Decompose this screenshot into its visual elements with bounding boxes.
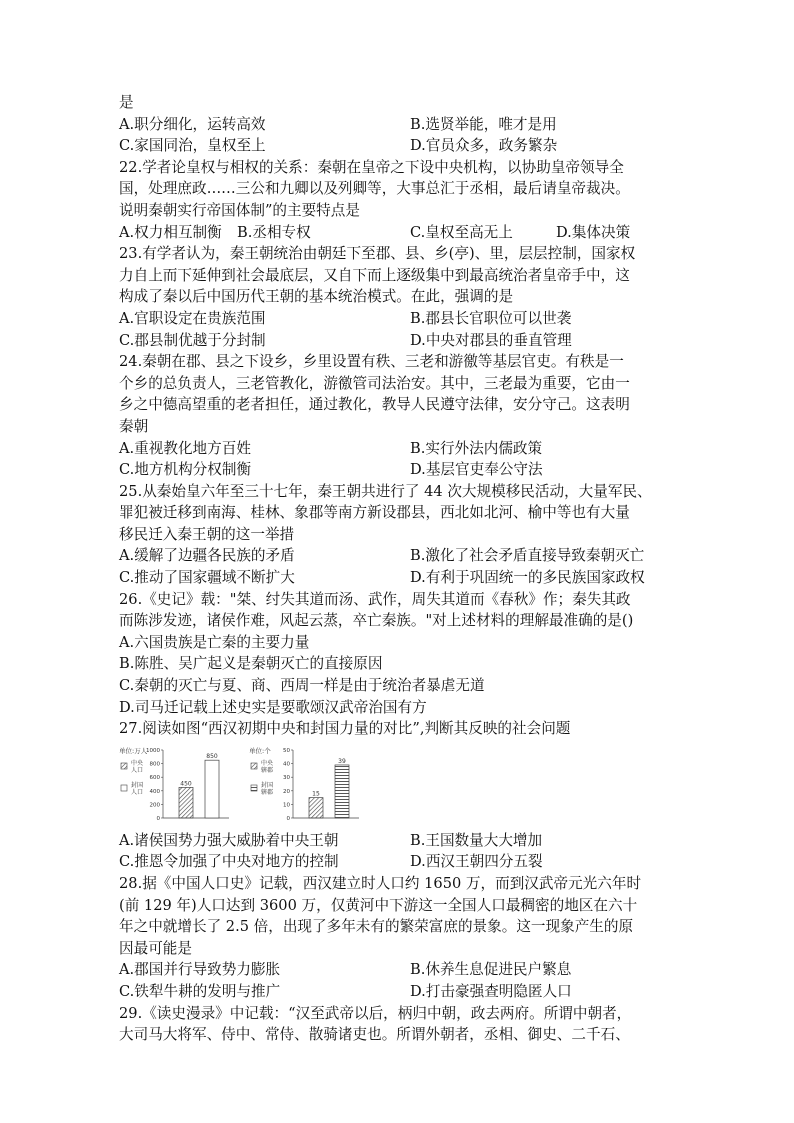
q23-option-b[interactable]: B.郡县长官职位可以世袭 xyxy=(410,309,572,327)
unit-label: 单位:个 xyxy=(249,746,271,755)
q24-options-row-1 xyxy=(119,438,684,460)
exam-page xyxy=(119,92,684,1046)
legend-swatch-fief xyxy=(121,785,127,791)
legend-central-b: 辖郡 xyxy=(260,766,274,774)
q29-stem: 大司马大将军、侍中、常侍、散骑诸吏也。所谓外朝者，丞相、御史、二千石、 xyxy=(119,1026,630,1044)
q24-stem: 24.秦朝在郡、县之下设乡，乡里设置有秩、三老和游徼等基层官吏。有秩是一 xyxy=(119,353,624,371)
q28-options-row-2 xyxy=(119,981,684,1003)
legend-swatch-central xyxy=(251,763,257,769)
q22-stem: 22.学者论皇权与相权的关系：秦朝在皇帝之下设中央机构，以协助皇帝领导全 xyxy=(119,158,624,176)
y-tick-label: 0 xyxy=(286,815,290,822)
q26-option-a[interactable]: A.六国贵族是亡秦的主要力量 xyxy=(119,633,310,651)
q27-option-b[interactable]: B.王国数量大大增加 xyxy=(410,831,543,849)
q21-options-row-2 xyxy=(119,135,684,157)
q23-option-a[interactable]: A.官职设定在贵族范围 xyxy=(119,309,266,327)
q25-stem: 移民迁入秦王朝的这一举措 xyxy=(119,525,295,543)
q25-option-c[interactable]: C.推动了国家疆域不断扩大 xyxy=(119,569,295,587)
q25-option-b[interactable]: B.激化了社会矛盾直接导致秦朝灭亡 xyxy=(410,547,645,565)
bar-封国辖郡 xyxy=(335,765,349,818)
q27-figure xyxy=(119,744,684,828)
q27-option-d[interactable]: D.西汉王朝四分五裂 xyxy=(410,853,543,871)
q26-option-b[interactable]: B.陈胜、吴广起义是秦朝灭亡的直接原因 xyxy=(119,655,383,673)
legend-central-a: 中央 xyxy=(260,759,274,767)
q27-stem: 27.阅读如图“西汉初期中央和封国力量的对比”,判断其反映的社会问题 xyxy=(119,720,571,738)
q22-option-d[interactable]: D.集体决策 xyxy=(556,223,631,241)
y-tick-label: 800 xyxy=(149,761,160,768)
legend-fief-b: 辖郡 xyxy=(260,788,274,796)
y-tick-label: 50 xyxy=(283,747,290,754)
q28-option-c[interactable]: C.铁犁牛耕的发明与推广 xyxy=(119,982,281,1000)
y-tick-label: 10 xyxy=(283,802,290,809)
q27-options-row-2 xyxy=(119,851,684,873)
bar-value-label: 15 xyxy=(312,790,320,798)
y-tick-label: 0 xyxy=(156,815,160,822)
q21-option-d[interactable]: D.官员众多，政务繁杂 xyxy=(410,137,558,155)
legend-fief-a: 封国 xyxy=(130,781,144,789)
y-tick-label: 200 xyxy=(149,802,160,809)
legend-central-a: 中央 xyxy=(130,759,144,767)
q28-stem: 年之中就增长了 2.5 倍，出现了多年未有的繁荣富庶的景象。这一现象产生的原 xyxy=(119,918,634,936)
population-chart xyxy=(119,744,231,835)
legend-swatch-central xyxy=(121,763,127,769)
bar-中央辖郡 xyxy=(309,797,323,817)
q29-stem: 29.《读史漫录》中记载：“汉至武帝以后，柄归中朝，政去两府。所谓中朝者， xyxy=(119,1004,632,1022)
y-tick-label: 30 xyxy=(283,775,290,782)
q28-stem: 因最可能是 xyxy=(119,939,192,957)
q25-stem: 罪犯被迁移到南海、桂林、象郡等南方新设郡县，西北如北河、榆中等也有大量 xyxy=(119,504,630,522)
q25-stem: 25.从秦始皇六年至三十七年，秦王朝共进行了 44 次大规模移民活动，大量军民、 xyxy=(119,482,652,500)
q26-option-d[interactable]: D.司马迁记载上述史实是要歌颂汉武帝治国有方 xyxy=(119,698,427,716)
q28-options-row-1 xyxy=(119,959,684,981)
q27-options-row-1 xyxy=(119,830,684,852)
q21-option-a[interactable]: A.职分细化，运转高效 xyxy=(119,115,266,133)
q28-option-b[interactable]: B.休养生息促进民户繁息 xyxy=(410,961,572,979)
q25-options-row-2 xyxy=(119,567,684,589)
bar-中央人口 xyxy=(179,787,193,818)
q26-stem: 而陈涉发迹，诸侯作难，风起云蒸，卒亡秦族。"对上述材料的理解最准确的是() xyxy=(119,612,634,630)
q21-option-b[interactable]: B.选贤举能，唯才是用 xyxy=(410,115,557,133)
q28-option-d[interactable]: D.打击豪强查明隐匿人口 xyxy=(410,982,572,1000)
q27-option-a[interactable]: A.诸侯国势力强大威胁着中央王朝 xyxy=(119,831,339,849)
q24-options-row-2 xyxy=(119,459,684,481)
text-line: 是 xyxy=(119,94,134,111)
q25-options-row-1 xyxy=(119,545,684,567)
y-tick-label: 40 xyxy=(283,761,290,768)
q22-stem: 国，处理庶政……三公和九卿以及列卿等，大事总汇于丞相，最后请皇帝裁决。 xyxy=(119,180,630,198)
q23-stem: 构成了秦以后中国历代王朝的基本统治模式。在此，强调的是 xyxy=(119,288,514,306)
q28-stem: (前 129 年)人口达到 3600 万，仅黄河中下游这一全国人口最稠密的地区在六十 xyxy=(119,896,638,914)
q22-option-a[interactable]: A.权力相互制衡 xyxy=(119,223,222,241)
y-tick-label: 1000 xyxy=(146,747,160,754)
q26-stem: 26.《史记》载："桀、纣失其道而汤、武作，周失其道而《春秋》作；秦失其政 xyxy=(119,590,631,608)
bar-value-label: 39 xyxy=(338,757,346,765)
q23-options-row-2 xyxy=(119,330,684,352)
q25-option-a[interactable]: A.缓解了边疆各民族的矛盾 xyxy=(119,547,295,565)
q28-stem: 28.据《中国人口史》记载，西汉建立时人口约 1650 万，而到汉武帝元光六年时 xyxy=(119,875,642,892)
bar-value-label: 450 xyxy=(180,780,192,788)
q23-option-d[interactable]: D.中央对郡县的垂直管理 xyxy=(410,331,572,349)
q21-options-row-1 xyxy=(119,114,684,136)
legend-swatch-fief xyxy=(251,785,257,791)
q23-options-row-1 xyxy=(119,308,684,330)
q25-option-d[interactable]: D.有利于巩固统一的多民族国家政权 xyxy=(410,569,645,587)
q22-option-b[interactable]: B.丞相专权 xyxy=(237,223,311,241)
q24-option-c[interactable]: C.地方机构分权制衡 xyxy=(119,461,252,479)
q24-option-b[interactable]: B.实行外法内儒政策 xyxy=(410,439,543,457)
legend-central-b: 人口 xyxy=(130,766,144,774)
commandery-chart xyxy=(249,744,361,835)
legend-fief-b: 人口 xyxy=(130,788,144,796)
q22-option-c[interactable]: C.皇权至高无上 xyxy=(410,223,513,241)
commandery-chart-svg xyxy=(249,744,361,828)
bar-封国人口 xyxy=(205,760,219,818)
q23-option-c[interactable]: C.郡县制优越于分封制 xyxy=(119,331,266,349)
y-tick-label: 600 xyxy=(149,775,160,782)
q22-stem: 说明秦朝实行帝国体制”的主要特点是 xyxy=(119,201,360,219)
q26-option-c[interactable]: C.秦朝的灭亡与夏、商、西周一样是由于统治者暴虐无道 xyxy=(119,677,485,695)
q21-option-c[interactable]: C.家国同治，皇权至上 xyxy=(119,137,266,155)
q24-stem: 个乡的总负责人，三老管教化，游徼管司法治安。其中，三老最为重要，它由一 xyxy=(119,374,630,392)
q28-option-a[interactable]: A.郡国并行导致势力膨胀 xyxy=(119,961,281,979)
q24-stem: 秦朝 xyxy=(119,417,149,435)
q22-options-row xyxy=(119,222,684,244)
unit-label: 单位:万人 xyxy=(119,746,148,755)
y-tick-label: 20 xyxy=(283,788,290,795)
y-tick-label: 400 xyxy=(149,788,160,795)
q24-option-d[interactable]: D.基层官吏奉公守法 xyxy=(410,461,543,479)
bar-value-label: 850 xyxy=(206,753,218,761)
q23-stem: 力自上而下延伸到社会最底层，又自下而上逐级集中到最高统治者皇帝手中，这 xyxy=(119,266,630,284)
population-chart-svg xyxy=(119,744,231,828)
q24-stem: 乡之中德高望重的老者担任，通过教化，教导人民遵守法律，安分守己。这表明 xyxy=(119,396,630,414)
q27-option-c[interactable]: C.推恩令加强了中央对地方的控制 xyxy=(119,853,339,871)
legend-fief-a: 封国 xyxy=(260,781,274,789)
q24-option-a[interactable]: A.重视教化地方百姓 xyxy=(119,439,251,457)
q23-stem: 23.有学者认为，秦王朝统治由朝廷下至郡、县、乡(亭)、里，层层控制，国家权 xyxy=(119,245,636,263)
